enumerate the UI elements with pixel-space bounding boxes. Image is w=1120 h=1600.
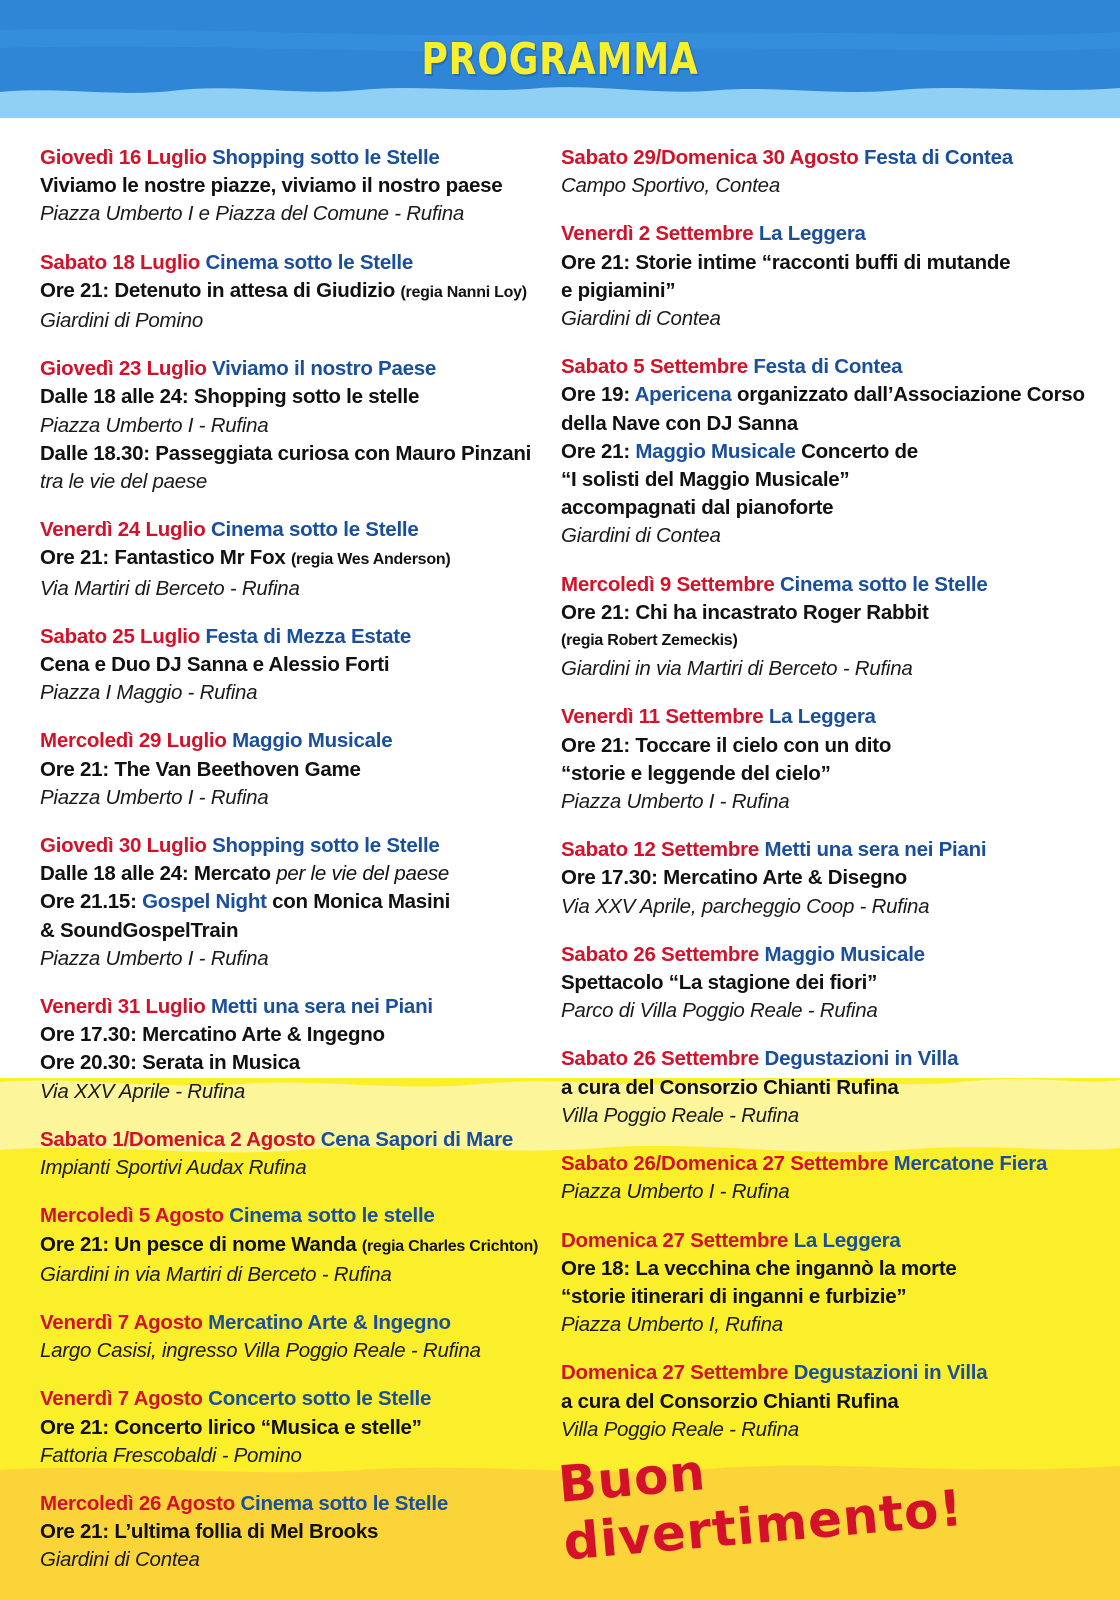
event-name: Cinema sotto le stelle xyxy=(229,1204,435,1228)
event-place: Giardini di Contea xyxy=(40,1548,200,1572)
event-place: Piazza Umberto I - Rufina xyxy=(40,946,269,970)
event-date: Giovedì 23 Luglio xyxy=(40,357,207,381)
event-place: Piazza Umberto I - Rufina xyxy=(40,785,269,809)
event-time: Ore 21: xyxy=(561,439,630,463)
page-title: PROGRAMMA xyxy=(421,34,699,85)
event-name: Metti una sera nei Piani xyxy=(210,995,433,1019)
event-item xyxy=(561,144,1081,200)
event-detail: “storie e leggende del cielo” xyxy=(561,761,831,785)
event-detail: organizzato dall’Associazione Corso xyxy=(736,383,1085,407)
event-detail: Ore 21: Toccare il cielo con un dito xyxy=(561,733,892,757)
event-place: Giardini di Pomino xyxy=(40,309,203,333)
event-detail: Dalle 18 alle 24: Mercato xyxy=(40,862,271,886)
event-detail: Ore 18: La vecchina che ingannò la morte xyxy=(561,1256,957,1280)
event-date: Mercoledì 26 Agosto xyxy=(40,1491,235,1515)
event-date: Giovedì 30 Luglio xyxy=(40,834,207,858)
event-item xyxy=(40,516,560,603)
event-place: Impianti Sportivi Audax Rufina xyxy=(40,1156,307,1180)
event-place: Piazza Umberto I - Rufina xyxy=(561,790,790,814)
event-detail: Ore 21: Detenuto in attesa di Giudizio xyxy=(40,278,395,302)
event-name: La Leggera xyxy=(758,222,866,246)
event-item xyxy=(40,1385,560,1470)
event-detail: & SoundGospelTrain xyxy=(40,918,239,942)
event-place: Largo Casisi, ingresso Villa Poggio Reale - Rufina xyxy=(40,1339,481,1363)
event-name: Cinema sotto le Stelle xyxy=(205,250,414,274)
event-detail: e pigiamini” xyxy=(561,278,676,302)
event-item xyxy=(40,1126,560,1182)
event-date: Sabato 12 Settembre xyxy=(561,838,760,862)
event-place: Giardini di Contea xyxy=(561,524,721,548)
event-place: Via XXV Aprile, parcheggio Coop - Rufina xyxy=(561,894,930,918)
event-name: Cinema sotto le Stelle xyxy=(779,572,988,596)
event-detail: Viviamo le nostre piazze, viviamo il nostro paese xyxy=(40,174,503,198)
event-name: Mercatone Fiera xyxy=(893,1152,1048,1176)
event-place: Via Martiri di Berceto - Rufina xyxy=(40,576,300,600)
event-detail: Concerto de xyxy=(801,439,918,463)
event-place: Piazza Umberto I e Piazza del Comune - Rufina xyxy=(40,202,465,226)
event-name: Maggio Musicale xyxy=(232,729,393,753)
event-place: Giardini in via Martiri di Berceto - Rufina xyxy=(40,1262,392,1286)
event-date: Sabato 18 Luglio xyxy=(40,250,201,274)
closing-message: Buon divertimento! xyxy=(556,1443,966,1572)
event-item xyxy=(40,355,560,496)
event-name: Maggio Musicale xyxy=(764,942,925,966)
event-time: Ore 19: xyxy=(561,383,630,407)
event-name: Shopping sotto le Stelle xyxy=(212,146,440,169)
event-name: Degustazioni in Villa xyxy=(793,1361,988,1385)
event-item xyxy=(561,571,1081,684)
event-name: Viviamo il nostro Paese xyxy=(212,357,437,381)
event-item xyxy=(561,1150,1081,1206)
event-name: Festa di Contea xyxy=(864,146,1013,169)
right-column xyxy=(561,144,1085,1464)
event-name: Cinema sotto le Stelle xyxy=(210,518,419,542)
event-item xyxy=(561,941,1081,1026)
event-item xyxy=(40,249,560,336)
event-detail: Dalle 18 alle 24: Shopping sotto le stelle xyxy=(40,385,420,409)
event-detail: Ore 21: Chi ha incastrato Roger Rabbit xyxy=(561,600,929,624)
event-item xyxy=(561,703,1081,816)
event-date: Giovedì 16 Luglio xyxy=(40,146,207,169)
event-director: (regia Robert Zemeckis) xyxy=(561,632,738,650)
event-name: Cinema sotto le Stelle xyxy=(240,1491,448,1515)
event-name: Festa di Contea xyxy=(753,355,903,379)
event-date: Sabato 29/Domenica 30 Agosto xyxy=(561,146,859,169)
event-detail: Ore 21: Un pesce di nome Wanda xyxy=(40,1232,357,1256)
event-date: Venerdì 11 Settembre xyxy=(561,705,764,729)
event-place: Villa Poggio Reale - Rufina xyxy=(561,1417,799,1441)
event-detail: Ore 20.30: Serata in Musica xyxy=(40,1051,300,1075)
event-date: Domenica 27 Settembre xyxy=(561,1228,789,1252)
event-director: (regia Nanni Loy) xyxy=(400,283,527,301)
event-date: Venerdì 31 Luglio xyxy=(40,995,206,1019)
event-detail: a cura del Consorzio Chianti Rufina xyxy=(561,1389,899,1413)
event-item xyxy=(561,1045,1081,1130)
event-date: Mercoledì 29 Luglio xyxy=(40,729,227,753)
event-date: Venerdì 7 Agosto xyxy=(40,1310,203,1334)
event-detail: con Monica Masini xyxy=(272,890,451,914)
event-name: La Leggera xyxy=(768,705,876,729)
event-highlight: Maggio Musicale xyxy=(635,439,796,463)
event-detail: a cura del Consorzio Chianti Rufina xyxy=(561,1075,899,1099)
event-detail: Ore 17.30: Mercatino Arte & Disegno xyxy=(561,866,907,890)
event-detail: della Nave con DJ Sanna xyxy=(561,411,798,435)
event-date: Sabato 25 Luglio xyxy=(40,624,201,648)
event-item xyxy=(561,836,1081,921)
event-name: La Leggera xyxy=(793,1228,901,1252)
event-date: Mercoledì 5 Agosto xyxy=(40,1204,224,1228)
event-place: tra le vie del paese xyxy=(40,470,208,494)
event-place: Piazza Umberto I - Rufina xyxy=(40,413,269,437)
event-date: Venerdì 7 Agosto xyxy=(40,1387,203,1411)
event-detail-italic: per le vie del paese xyxy=(276,862,450,886)
event-date: Sabato 26/Domenica 27 Settembre xyxy=(561,1152,889,1176)
event-detail: Ore 21: Storie intime “racconti buffi di mutande xyxy=(561,250,1011,274)
event-item xyxy=(40,727,560,812)
event-place: Campo Sportivo, Contea xyxy=(561,174,780,198)
event-item xyxy=(40,1309,560,1365)
event-detail: “storie itinerari di inganni e furbizie” xyxy=(561,1284,907,1308)
event-detail: Ore 21: The Van Beethoven Game xyxy=(40,757,361,781)
event-place: Giardini di Contea xyxy=(561,307,721,331)
event-name: Concerto sotto le Stelle xyxy=(208,1387,432,1411)
event-detail: “I solisti del Maggio Musicale” xyxy=(561,468,850,492)
event-item xyxy=(40,623,560,708)
event-date: Sabato 26 Settembre xyxy=(561,942,760,966)
event-name: Festa di Mezza Estate xyxy=(205,624,411,648)
event-item xyxy=(561,1227,1081,1340)
event-detail: Dalle 18.30: Passeggiata curiosa con Mauro Pinzani xyxy=(40,441,532,465)
event-detail: Ore 21: L’ultima follia di Mel Brooks xyxy=(40,1520,379,1544)
event-place: Via XXV Aprile - Rufina xyxy=(40,1079,246,1103)
event-director: (regia Charles Crichton) xyxy=(361,1237,539,1255)
event-item xyxy=(40,832,560,973)
event-date: Mercoledì 9 Settembre xyxy=(561,572,775,596)
event-date: Domenica 27 Settembre xyxy=(561,1361,789,1385)
event-place: Giardini in via Martiri di Berceto - Rufina xyxy=(561,657,913,681)
event-name: Shopping sotto le Stelle xyxy=(212,834,440,858)
event-detail: Ore 21: Fantastico Mr Fox xyxy=(40,546,286,570)
event-item xyxy=(40,993,560,1106)
event-detail: Spettacolo “La stagione dei fiori” xyxy=(561,971,878,995)
left-column xyxy=(40,144,560,1595)
event-place: Piazza I Maggio - Rufina xyxy=(40,681,258,705)
event-director: (regia Wes Anderson) xyxy=(290,551,451,569)
event-place: Villa Poggio Reale - Rufina xyxy=(561,1103,799,1127)
event-detail: accompagnati dal pianoforte xyxy=(561,496,834,520)
event-place: Piazza Umberto I - Rufina xyxy=(561,1180,790,1204)
event-highlight: Apericena xyxy=(634,383,732,407)
event-detail: Cena e Duo DJ Sanna e Alessio Forti xyxy=(40,653,390,677)
event-name: Cena Sapori di Mare xyxy=(320,1127,514,1151)
event-date: Sabato 26 Settembre xyxy=(561,1047,760,1071)
event-place: Fattoria Frescobaldi - Pomino xyxy=(40,1443,302,1467)
event-place: Parco di Villa Poggio Reale - Rufina xyxy=(561,999,878,1023)
event-item xyxy=(40,144,560,229)
event-item xyxy=(561,353,1085,550)
event-date: Venerdì 2 Settembre xyxy=(561,222,754,246)
event-highlight: Gospel Night xyxy=(142,890,267,914)
event-detail: Ore 21: Concerto lirico “Musica e stelle” xyxy=(40,1415,422,1439)
event-date: Sabato 5 Settembre xyxy=(561,355,748,379)
event-date: Venerdì 24 Luglio xyxy=(40,518,206,542)
event-time: Ore 21.15: xyxy=(40,890,137,914)
event-name: Degustazioni in Villa xyxy=(764,1047,959,1071)
event-item xyxy=(40,1202,560,1289)
event-date: Sabato 1/Domenica 2 Agosto xyxy=(40,1127,316,1151)
event-name: Metti una sera nei Piani xyxy=(764,838,987,862)
event-item xyxy=(561,220,1081,333)
event-name: Mercatino Arte & Ingegno xyxy=(208,1310,451,1334)
event-detail: Ore 17.30: Mercatino Arte & Ingegno xyxy=(40,1023,385,1047)
event-item xyxy=(40,1490,560,1575)
event-place: Piazza Umberto I, Rufina xyxy=(561,1313,783,1337)
